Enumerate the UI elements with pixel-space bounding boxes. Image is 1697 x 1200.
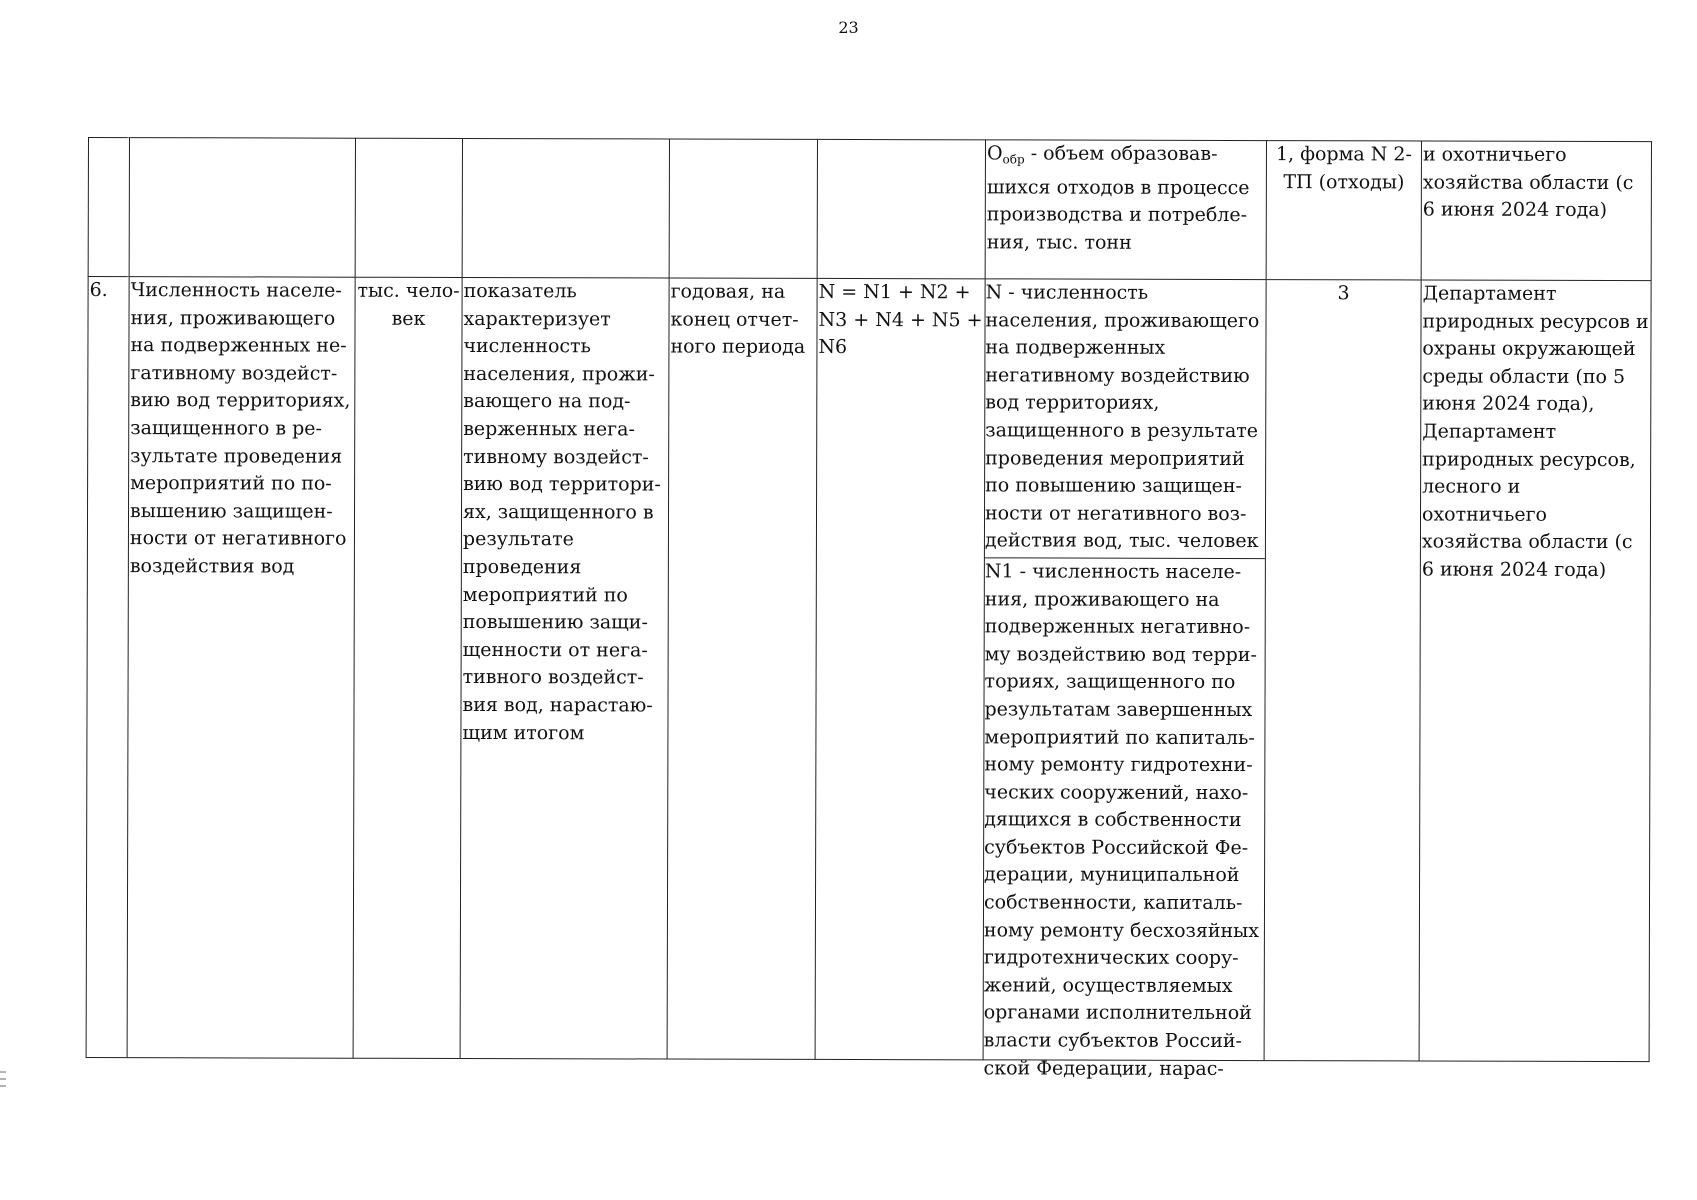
table-row (86, 277, 1651, 1062)
cell-number: 6. (86, 277, 129, 1058)
variable-n1-definition: N1 - численность населения, проживающего на подверженных негативному воздействию вод территориях, защищенного по результатам завершенных мероприятий по капитальному ремонту гидротехнических сооружений, находящихся в собственности субъектов Российской Федерации, муниципальной собственности, капитальному ремонту бесхозяйных гидротехнических сооружений, осуществляемых органами исполнительной власти субъектов Российской Федерации, нарас- (983, 560, 1260, 1080)
cell-data-source: 1, форма N 2-ТП (отходы) (1266, 141, 1421, 280)
cell-unit (355, 138, 462, 277)
variable-subscript: обр (1002, 152, 1025, 167)
scan-mark-icon (0, 1068, 6, 1092)
cell-formula (817, 139, 985, 278)
cell-variable-definitions (983, 279, 1266, 1080)
variable-symbol: О (986, 142, 1003, 165)
indicator-table (86, 137, 1652, 1080)
cell-responsible: Департамент природных ресурсов и охраны окружающей среды области (по 5 июня 2024 года), Департамент природных ресурсов, лесного и охотничьего хозяйства области (с 6 июня 2024 года) (1419, 280, 1651, 1062)
cell-data-source: 3 (1264, 280, 1421, 1061)
cell-unit: тыс. человек (353, 277, 462, 1058)
cell-description (462, 138, 669, 278)
cell-description: показатель характеризует численность населения, проживающего на подверженных негативному воздействию вод территориях, защищенного в результате проведения мероприятий по повышению защищенности от негативного воздействия вод, нарастающим итогом (460, 277, 669, 1059)
cell-periodicity (669, 139, 817, 278)
cell-indicator-name (129, 138, 355, 278)
cell-variable-definition (985, 140, 1266, 280)
cell-formula: N = N1 + N2 + N3 + N4 + N5 + N6 (815, 278, 985, 1059)
cell-number (88, 138, 129, 277)
variable-n-definition: N - численность населения, проживающего на подверженных негативному воздействию вод территориях, защищенного в результате проведения мероприятий по повышению защищенности от негативного воздействия вод, тыс. человек (985, 279, 1266, 559)
variable-list (983, 279, 1266, 1080)
scan-margin-mark (0, 1068, 6, 1093)
page-number: 23 (838, 18, 859, 37)
table-row (88, 138, 1651, 281)
cell-periodicity: годовая, на конец отчетного периода (667, 278, 817, 1059)
cell-responsible: и охотничьего хозяйства области (с 6 июня 2024 года) (1421, 141, 1651, 281)
cell-indicator-name: Численность населения, проживающего на подверженных негативному воздействию вод территориях, защищенного в результате проведения мероприятий по повышению защищенности от негативного воздействия вод (127, 277, 355, 1059)
variable-text: - объем образовавшихся отходов в процессе производства и потребления, тыс. тонн (986, 142, 1250, 254)
